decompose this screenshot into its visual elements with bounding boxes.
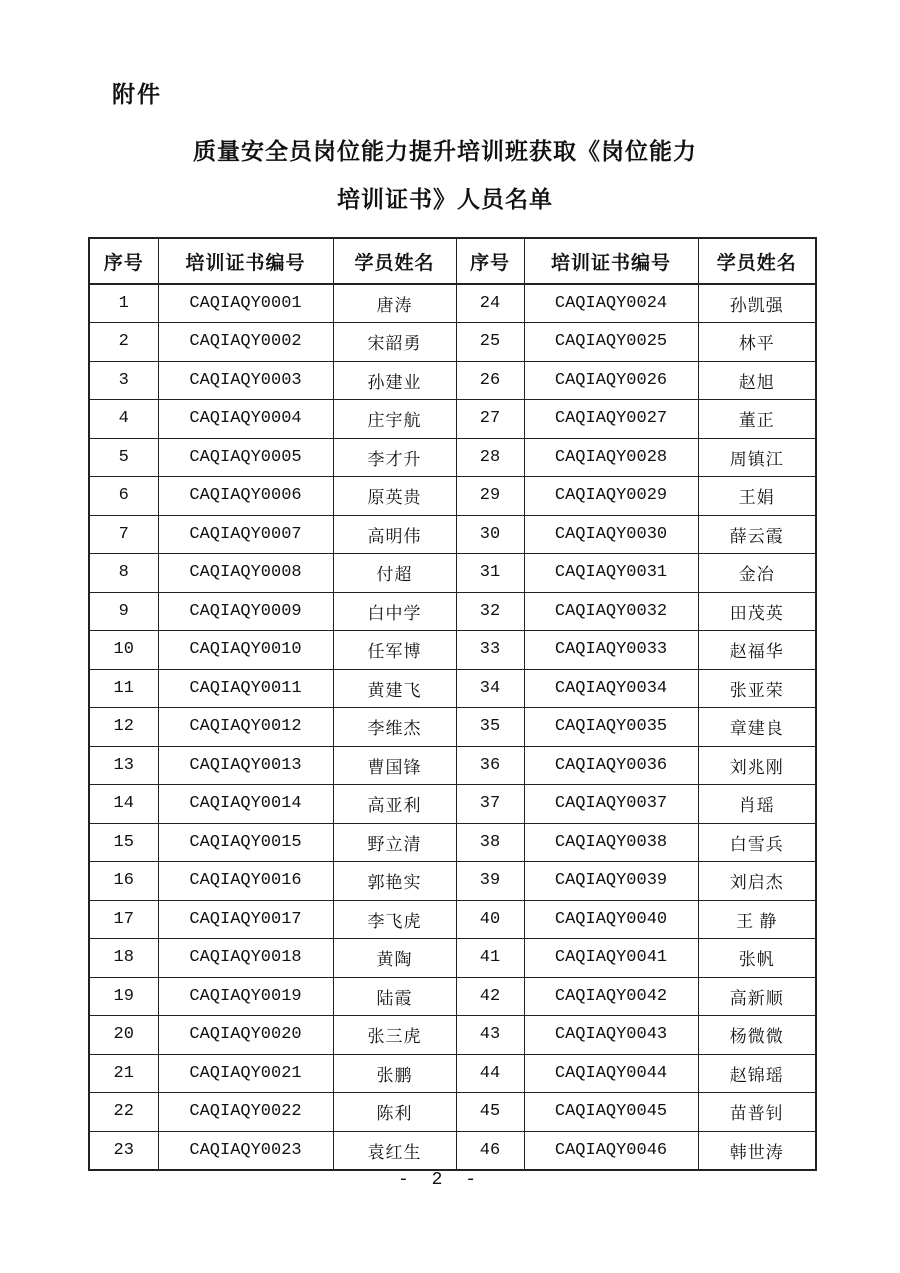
cert-number-cell: CAQIAQY0033 [524, 631, 698, 670]
certificate-table [88, 237, 817, 1171]
page-number: - 2 - [397, 1170, 482, 1190]
cert-number-cell: CAQIAQY0002 [158, 323, 333, 362]
table-row [89, 1131, 816, 1170]
table-row [89, 1016, 816, 1055]
cert-number-cell: CAQIAQY0035 [524, 708, 698, 747]
index-cell: 10 [89, 631, 158, 670]
cert-number-cell: CAQIAQY0011 [158, 669, 333, 708]
student-name-cell: 张三虎 [333, 1016, 456, 1055]
cert-number-cell: CAQIAQY0040 [524, 900, 698, 939]
document-title [0, 128, 890, 224]
cert-number-cell: CAQIAQY0016 [158, 862, 333, 901]
index-cell: 27 [456, 400, 524, 439]
cert-number-cell: CAQIAQY0028 [524, 438, 698, 477]
cert-number-cell: CAQIAQY0017 [158, 900, 333, 939]
student-name-cell: 刘启杰 [698, 862, 816, 901]
cert-number-cell: CAQIAQY0006 [158, 477, 333, 516]
student-name-cell: 陈利 [333, 1093, 456, 1132]
cert-number-cell: CAQIAQY0004 [158, 400, 333, 439]
table-row [89, 862, 816, 901]
index-cell: 35 [456, 708, 524, 747]
header-cell: 培训证书编号 [158, 238, 333, 284]
index-cell: 30 [456, 515, 524, 554]
index-cell: 43 [456, 1016, 524, 1055]
index-cell: 12 [89, 708, 158, 747]
index-cell: 44 [456, 1054, 524, 1093]
table-row [89, 939, 816, 978]
cert-number-cell: CAQIAQY0036 [524, 746, 698, 785]
student-name-cell: 黄陶 [333, 939, 456, 978]
header-cell: 序号 [456, 238, 524, 284]
student-name-cell: 高新顺 [698, 977, 816, 1016]
table-row [89, 785, 816, 824]
cert-number-cell: CAQIAQY0045 [524, 1093, 698, 1132]
table-row [89, 477, 816, 516]
index-cell: 1 [89, 284, 158, 323]
index-cell: 6 [89, 477, 158, 516]
student-name-cell: 王 静 [698, 900, 816, 939]
index-cell: 2 [89, 323, 158, 362]
cert-number-cell: CAQIAQY0013 [158, 746, 333, 785]
student-name-cell: 庄宇航 [333, 400, 456, 439]
cert-number-cell: CAQIAQY0001 [158, 284, 333, 323]
student-name-cell: 黄建飞 [333, 669, 456, 708]
index-cell: 17 [89, 900, 158, 939]
student-name-cell: 唐涛 [333, 284, 456, 323]
table-row [89, 400, 816, 439]
student-name-cell: 孙建业 [333, 361, 456, 400]
student-name-cell: 白中学 [333, 592, 456, 631]
cert-number-cell: CAQIAQY0021 [158, 1054, 333, 1093]
cert-number-cell: CAQIAQY0014 [158, 785, 333, 824]
cert-number-cell: CAQIAQY0039 [524, 862, 698, 901]
index-cell: 45 [456, 1093, 524, 1132]
student-name-cell: 章建良 [698, 708, 816, 747]
student-name-cell: 杨微微 [698, 1016, 816, 1055]
index-cell: 46 [456, 1131, 524, 1170]
student-name-cell: 付超 [333, 554, 456, 593]
cert-number-cell: CAQIAQY0020 [158, 1016, 333, 1055]
cert-number-cell: CAQIAQY0031 [524, 554, 698, 593]
index-cell: 37 [456, 785, 524, 824]
header-cell: 序号 [89, 238, 158, 284]
cert-number-cell: CAQIAQY0032 [524, 592, 698, 631]
index-cell: 31 [456, 554, 524, 593]
index-cell: 34 [456, 669, 524, 708]
student-name-cell: 赵福华 [698, 631, 816, 670]
cert-number-cell: CAQIAQY0029 [524, 477, 698, 516]
student-name-cell: 赵锦瑶 [698, 1054, 816, 1093]
student-name-cell: 孙凯强 [698, 284, 816, 323]
student-name-cell: 白雪兵 [698, 823, 816, 862]
cert-number-cell: CAQIAQY0018 [158, 939, 333, 978]
student-name-cell: 任军博 [333, 631, 456, 670]
index-cell: 18 [89, 939, 158, 978]
cert-number-cell: CAQIAQY0042 [524, 977, 698, 1016]
index-cell: 4 [89, 400, 158, 439]
student-name-cell: 高明伟 [333, 515, 456, 554]
header-cell: 学员姓名 [333, 238, 456, 284]
table-row [89, 708, 816, 747]
index-cell: 7 [89, 515, 158, 554]
student-name-cell: 张鹏 [333, 1054, 456, 1093]
index-cell: 39 [456, 862, 524, 901]
index-cell: 21 [89, 1054, 158, 1093]
cert-number-cell: CAQIAQY0043 [524, 1016, 698, 1055]
index-cell: 20 [89, 1016, 158, 1055]
cert-number-cell: CAQIAQY0007 [158, 515, 333, 554]
cert-number-cell: CAQIAQY0027 [524, 400, 698, 439]
table-row [89, 438, 816, 477]
title-line-1: 质量安全员岗位能力提升培训班获取《岗位能力 [193, 139, 697, 164]
student-name-cell: 宋韶勇 [333, 323, 456, 362]
table-row [89, 631, 816, 670]
cert-number-cell: CAQIAQY0044 [524, 1054, 698, 1093]
table-head-row [89, 238, 816, 284]
cert-number-cell: CAQIAQY0005 [158, 438, 333, 477]
student-name-cell: 高亚利 [333, 785, 456, 824]
student-name-cell: 赵旭 [698, 361, 816, 400]
index-cell: 28 [456, 438, 524, 477]
index-cell: 42 [456, 977, 524, 1016]
student-name-cell: 袁红生 [333, 1131, 456, 1170]
student-name-cell: 郭艳实 [333, 862, 456, 901]
table-row [89, 977, 816, 1016]
index-cell: 24 [456, 284, 524, 323]
cert-number-cell: CAQIAQY0030 [524, 515, 698, 554]
index-cell: 36 [456, 746, 524, 785]
index-cell: 38 [456, 823, 524, 862]
cert-number-cell: CAQIAQY0019 [158, 977, 333, 1016]
student-name-cell: 陆霞 [333, 977, 456, 1016]
student-name-cell: 张亚荣 [698, 669, 816, 708]
student-name-cell: 曹国锋 [333, 746, 456, 785]
cert-number-cell: CAQIAQY0037 [524, 785, 698, 824]
student-name-cell: 苗普钊 [698, 1093, 816, 1132]
index-cell: 22 [89, 1093, 158, 1132]
index-cell: 26 [456, 361, 524, 400]
table-row [89, 823, 816, 862]
cert-number-cell: CAQIAQY0046 [524, 1131, 698, 1170]
table-row [89, 592, 816, 631]
header-cell: 学员姓名 [698, 238, 816, 284]
cert-number-cell: CAQIAQY0041 [524, 939, 698, 978]
header-cell: 培训证书编号 [524, 238, 698, 284]
student-name-cell: 薛云霞 [698, 515, 816, 554]
table-row [89, 669, 816, 708]
index-cell: 16 [89, 862, 158, 901]
student-name-cell: 李才升 [333, 438, 456, 477]
cert-number-cell: CAQIAQY0026 [524, 361, 698, 400]
title-line-2: 培训证书》人员名单 [337, 187, 553, 212]
student-name-cell: 刘兆刚 [698, 746, 816, 785]
index-cell: 23 [89, 1131, 158, 1170]
cert-number-cell: CAQIAQY0015 [158, 823, 333, 862]
index-cell: 14 [89, 785, 158, 824]
index-cell: 9 [89, 592, 158, 631]
index-cell: 32 [456, 592, 524, 631]
student-name-cell: 林平 [698, 323, 816, 362]
index-cell: 41 [456, 939, 524, 978]
table-row [89, 361, 816, 400]
cert-number-cell: CAQIAQY0025 [524, 323, 698, 362]
index-cell: 8 [89, 554, 158, 593]
index-cell: 11 [89, 669, 158, 708]
cert-number-cell: CAQIAQY0034 [524, 669, 698, 708]
table-row [89, 1054, 816, 1093]
student-name-cell: 田茂英 [698, 592, 816, 631]
student-name-cell: 金冶 [698, 554, 816, 593]
student-name-cell: 周镇江 [698, 438, 816, 477]
attachment-label: 附件 [112, 82, 162, 107]
index-cell: 29 [456, 477, 524, 516]
cert-number-cell: CAQIAQY0024 [524, 284, 698, 323]
cert-number-cell: CAQIAQY0008 [158, 554, 333, 593]
student-name-cell: 肖瑶 [698, 785, 816, 824]
student-name-cell: 李飞虎 [333, 900, 456, 939]
student-name-cell: 原英贵 [333, 477, 456, 516]
student-name-cell: 韩世涛 [698, 1131, 816, 1170]
index-cell: 5 [89, 438, 158, 477]
table-row [89, 900, 816, 939]
student-name-cell: 李维杰 [333, 708, 456, 747]
table-body [89, 284, 816, 1170]
cert-number-cell: CAQIAQY0038 [524, 823, 698, 862]
table-row [89, 323, 816, 362]
student-name-cell: 王娟 [698, 477, 816, 516]
table-row [89, 284, 816, 323]
cert-number-cell: CAQIAQY0022 [158, 1093, 333, 1132]
index-cell: 19 [89, 977, 158, 1016]
student-name-cell: 野立清 [333, 823, 456, 862]
index-cell: 25 [456, 323, 524, 362]
cert-number-cell: CAQIAQY0009 [158, 592, 333, 631]
index-cell: 40 [456, 900, 524, 939]
student-name-cell: 张帆 [698, 939, 816, 978]
index-cell: 13 [89, 746, 158, 785]
table-row [89, 746, 816, 785]
cert-number-cell: CAQIAQY0012 [158, 708, 333, 747]
table-row [89, 1093, 816, 1132]
cert-number-cell: CAQIAQY0003 [158, 361, 333, 400]
index-cell: 33 [456, 631, 524, 670]
table-row [89, 515, 816, 554]
table-row [89, 554, 816, 593]
student-name-cell: 董正 [698, 400, 816, 439]
cert-number-cell: CAQIAQY0023 [158, 1131, 333, 1170]
index-cell: 15 [89, 823, 158, 862]
index-cell: 3 [89, 361, 158, 400]
cert-number-cell: CAQIAQY0010 [158, 631, 333, 670]
